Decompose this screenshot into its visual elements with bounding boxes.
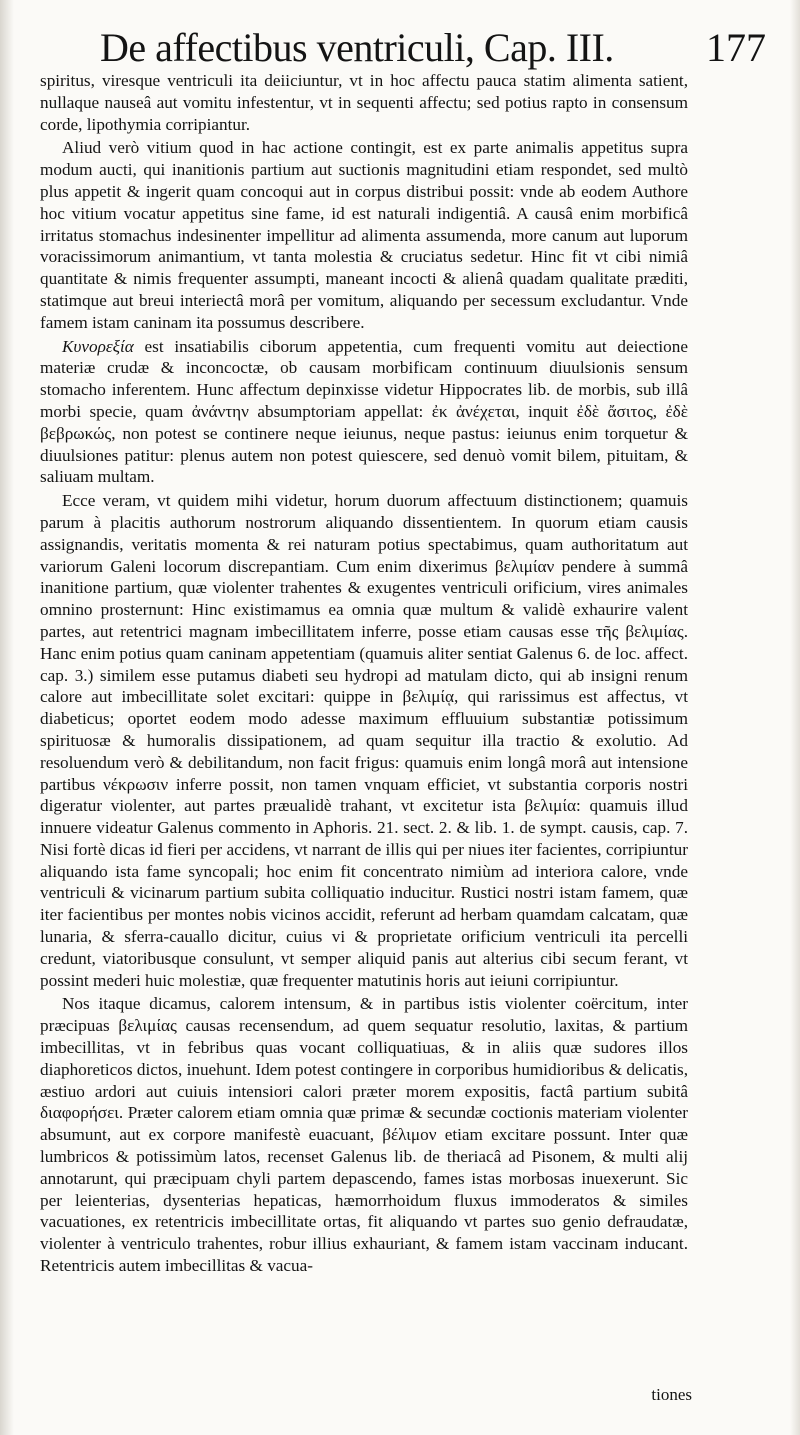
paragraph-3: [40, 336, 688, 489]
paragraph-3-text: est insatiabilis ciborum appetentia, cum frequenti vomitu aut deiectione materiæ crudæ & inconcoctæ, ob causam morbificam continuum diuulsionis sensum stomacho inferentem. Hunc affectum depinxisse videtur Hippocrates lib. de morbis, sub illâ morbi specie, quam ἀνάντην absumptoriam appellat: ἐκ ἀνέχεται, inquit ἐδὲ ἄσιτος, ἐδὲ βεβρωκώς, non potest se continere neque ieiunus, neque pastus: ieiunus enim torquetur & diuulsiones patitur: plenus autem non potest quiescere, sed denuò vomit bilem, pituitam, & saliuam multam.: [40, 336, 689, 487]
paragraph-2: Aliud verò vitium quod in hac actione contingit, est ex parte animalis appetitus supra modum aucti, qui inanitionis partium aut suctionis magnitudini etiam respondet, sed multò plus appetit & ingerit quam concoqui aut in corpus distribui possit: vnde ab eodem Authore hoc vitium vocatur appetitus sine fame, id est naturali indigentiâ. A causâ enim morbificâ irritatus stomachus indesinenter impellitur ad alimenta assumenda, more canum aut luporum voracissimorum animantium, vt tanta molestia & cruciatus sedetur. Hinc fit vt cibi nimiâ quantitate & nimis frequenter assumpti, maneant incocti & alienâ quadam qualitate præditi, statimque aut breui interiectâ morâ per vomitum, aliquando per secessum excludantur. Vnde famem istam caninam ita possumus describere.: [40, 138, 688, 332]
paragraph-4: Ecce veram, vt quidem mihi videtur, horum duorum affectuum distinctionem; quamuis parum à placitis authorum nostrorum aliquando dissentientem. In quorum etiam causis assignandis, veritatis momenta & rei naturam potius spectabimus, quam authoritatum aut variorum Galeni locorum discrepantiam. Cum enim dixerimus βελιμίαν pendere à summâ inanitione partium, quæ violenter trahentes & exugentes ventriculi orificium, vires animales omnino prosternunt: Hinc existimamus ea omnia quæ multum & validè exhaurire valent partes, aut retentrici magnam imbecillitatem inferre, posse etiam causas esse τῆς βελιμίας. Hanc enim potius quam caninam appetentiam (quamuis aliter sentiat Galenus 6. de loc. affect. cap. 3.) similem esse putamus diabeti seu hydropi ad matulam dicto, qui ab insigni renum calore aut imbecillitate solet excitari: quippe in βελιμίᾳ, qui rarissimus est affectus, vt diabeticus; oportet eodem modo adesse maximum effluuium substantiæ potissimum spirituosæ & humoralis dissipationem, ad quam sequitur illa tractio & exolutio. Ad resoluendum verò & debilitandum, non facit frigus: quamuis enim longâ morâ aut intensione partibus νέκρωσιν inferre possit, non tamen vnquam efficiet, vt substantia corporis nostri digeratur violenter, aut partes præualidè trahant, vt excitetur ista βελιμία: quamuis illud innuere videatur Galenus commento in Aphoris. 21. sect. 2. & lib. 1. de sympt. causis, cap. 7. Nisi fortè dicas id fieri per accidens, vt narrant de illis qui per niues iter facientes, corripiuntur aliquando ista fame syncopali; hoc enim fit concentrato nimiùm ad interiora calore, vnde ventriculi & vicinarum partium subita colliquatio inducitur. Rustici nostri istam famem, quæ iter facientibus per montes nobis vicinos accidit, referunt ad herbam quamdam calcatam, quæ lunaria, & sferra-cauallo dicitur, cuius vi & proprietate orificium ventriculi ita percelli credunt, viatoribusque consulunt, vt semper aliquid panis aut alterius cibi secum ferant, vt possint mederi huic molestiæ, quæ frequenter matutinis horis aut ieiuni corripiuntur.: [40, 491, 688, 990]
page-number: 177: [706, 25, 766, 70]
paragraph-5: Nos itaque dicamus, calorem intensum, & in partibus istis violenter coërcitum, inter præcipuas βελιμίας causas recensendum, ad quem sequatur resolutio, laxitas, & partium imbecillitas, vt in febribus quas vocant colliquatiuas, & in aliis quæ sudores illos diaphoreticos dictos, inuehunt. Idem potest contingere in corporibus humidioribus & delicatis, æstiuo ardori aut cuiuis intensiori calori præter morem expositis, factâ partium subitâ διαφορήσει. Præter calorem etiam omnia quæ primæ & secundæ coctionis materiam violenter absumunt, aut ex corpore manifestè euacuant, βέλιμον etiam excitare possunt. Inter quæ lumbricos & potissimùm latos, recenset Galenus lib. de theriacâ ad Pisonem, & multi alij annotarunt, qui præcipuam chyli partem depascendo, fames istas morbosas inuexerunt. Sic per leienterias, dysenterias hepaticas, hæmorrhoidum fluxus immoderatos & similes vacuationes, ex retentricis imbecillitate ortas, fit aliquando vt partes suo genio defraudatæ, violenter à ventriculo trahentes, robur illius exhauriant, & famem istam vaccinam inducant. Retentricis autem imbecillitas & vacua-: [40, 994, 688, 1276]
greek-lead-word: Κυνορεξία: [62, 336, 134, 356]
running-title: De affectibus ventriculi, Cap. III.: [100, 25, 614, 70]
paragraph-1: spiritus, viresque ventriculi ita deiiciuntur, vt in hoc affectu pauca statim alimenta satient, nullaque nauseâ aut vomitu infestentur, vt in sequenti affectu; sed potius rapto in consensum corde, lipothymia corripiantur.: [40, 71, 688, 134]
catchword: tiones: [651, 1385, 692, 1404]
body-text: [40, 70, 688, 1279]
